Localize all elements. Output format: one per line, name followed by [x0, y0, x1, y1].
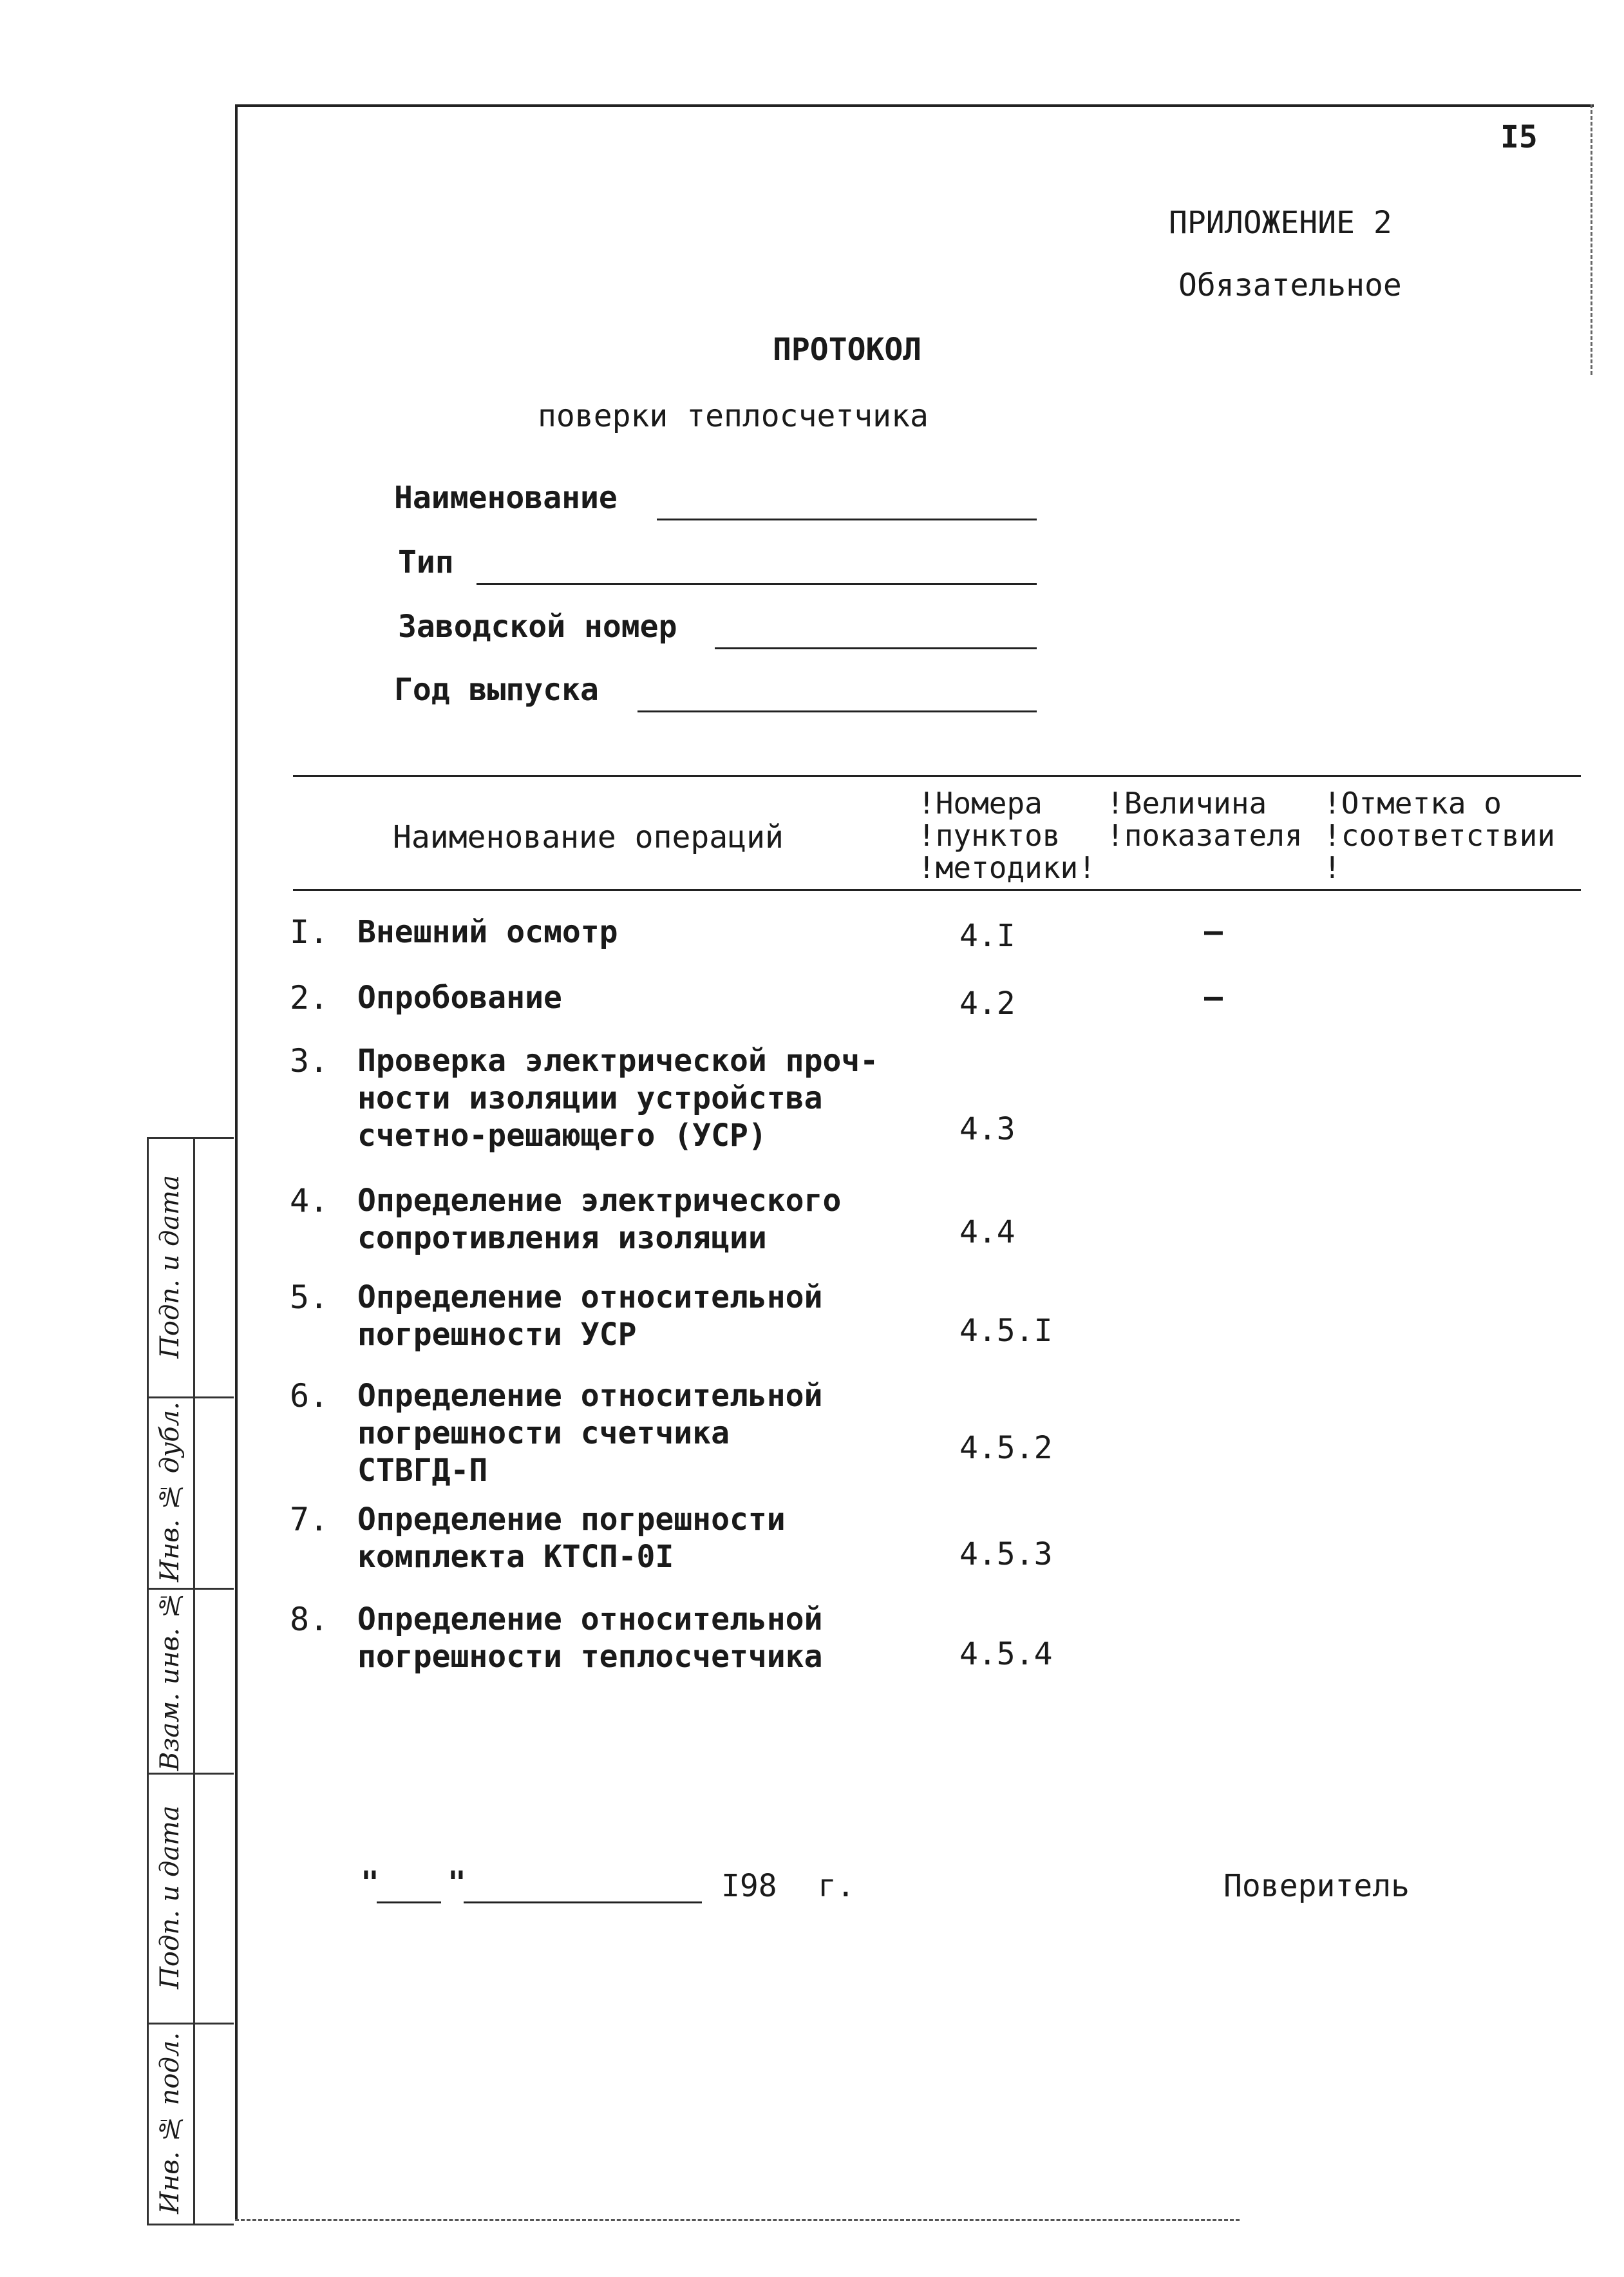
field-line-serial[interactable] [715, 647, 1037, 649]
date-year-suffix: г. [818, 1868, 855, 1904]
verifier-label: Поверитель [1223, 1868, 1410, 1904]
row-operation: Проверка электрической проч- ности изоляции устройства счетно-решающего (УСР) [357, 1043, 879, 1154]
row-operation: Определение относительной погрешности счетчика СТВГД-П [357, 1378, 823, 1489]
row-item-code: 4.5.I [959, 1313, 1053, 1349]
field-label-name: Наименование [394, 480, 618, 516]
row-operation: Опробование [357, 980, 562, 1016]
row-item-code: 4.5.4 [959, 1636, 1053, 1672]
appendix-label: ПРИЛОЖЕНИЕ 2 [1169, 205, 1392, 241]
row-number: 7. [290, 1501, 329, 1538]
field-label-serial: Заводской номер [398, 609, 677, 645]
row-number: 2. [290, 979, 329, 1016]
page-number: I5 [1500, 119, 1538, 155]
row-item-code: 4.3 [959, 1111, 1015, 1147]
frame-right-border [1591, 104, 1592, 375]
row-item-code: 4.4 [959, 1214, 1015, 1250]
side-stamp-bottom [147, 2224, 234, 2225]
row-value: – [1204, 979, 1223, 1015]
row-item-code: 4.5.2 [959, 1430, 1053, 1466]
document-subtitle: поверки теплосчетчика [538, 398, 929, 434]
row-item-code: 4.I [959, 918, 1015, 954]
row-number: I. [290, 913, 329, 951]
row-item-code: 4.5.3 [959, 1536, 1053, 1572]
table-header-rule [293, 889, 1581, 891]
row-number: 6. [290, 1377, 329, 1415]
row-value: – [1204, 913, 1223, 949]
field-line-year[interactable] [637, 710, 1037, 712]
date-day-line[interactable] [377, 1901, 441, 1903]
row-operation: Определение относительной погрешности теплосчетчика [357, 1601, 823, 1675]
header-items: !Номера !пунктов !методики! [918, 786, 1096, 885]
row-operation: Внешний осмотр [357, 914, 618, 950]
row-operation: Определение относительной погрешности УСР [357, 1279, 823, 1353]
stamp-label-inv-dup: Инв. № дубл. [155, 1402, 185, 1583]
frame-bottom-border [235, 2219, 1240, 2221]
row-operation: Определение электрического сопротивления изоляции [357, 1183, 842, 1256]
field-label-year: Год выпуска [394, 672, 599, 708]
row-number: 4. [290, 1182, 329, 1219]
field-line-type[interactable] [477, 583, 1037, 585]
stamp-label-replace-inv: Взам. инв. № [155, 1590, 185, 1771]
stamp-label-sign-date-1: Подп. и дата [155, 1805, 185, 1990]
document-title: ПРОТОКОЛ [773, 332, 922, 368]
header-mark: !Отметка о !соответствии ! [1323, 786, 1556, 885]
row-number: 3. [290, 1042, 329, 1080]
header-operation: Наименование операций [393, 819, 784, 855]
date-quote-open: " [361, 1865, 379, 1901]
table-top-rule [293, 775, 1581, 777]
row-item-code: 4.2 [959, 986, 1015, 1022]
field-label-type: Тип [398, 544, 454, 580]
frame-top-border [235, 104, 1594, 107]
row-number: 5. [290, 1279, 329, 1316]
appendix-status: Обязательное [1178, 267, 1402, 303]
header-value: !Величина !показателя [1106, 786, 1303, 853]
date-quote-close: " [448, 1865, 466, 1901]
date-year: I98 [721, 1868, 777, 1904]
field-line-name[interactable] [657, 519, 1037, 520]
row-operation: Определение погрешности комплекта КТСП-0I [357, 1501, 786, 1575]
stamp-label-sign-date-2: Подп. и дата [155, 1175, 185, 1358]
side-stamp-divider [193, 1137, 195, 2225]
date-month-line[interactable] [464, 1901, 702, 1903]
stamp-label-inv-orig: Инв. № подл. [155, 2032, 185, 2215]
row-number: 8. [290, 1601, 329, 1638]
